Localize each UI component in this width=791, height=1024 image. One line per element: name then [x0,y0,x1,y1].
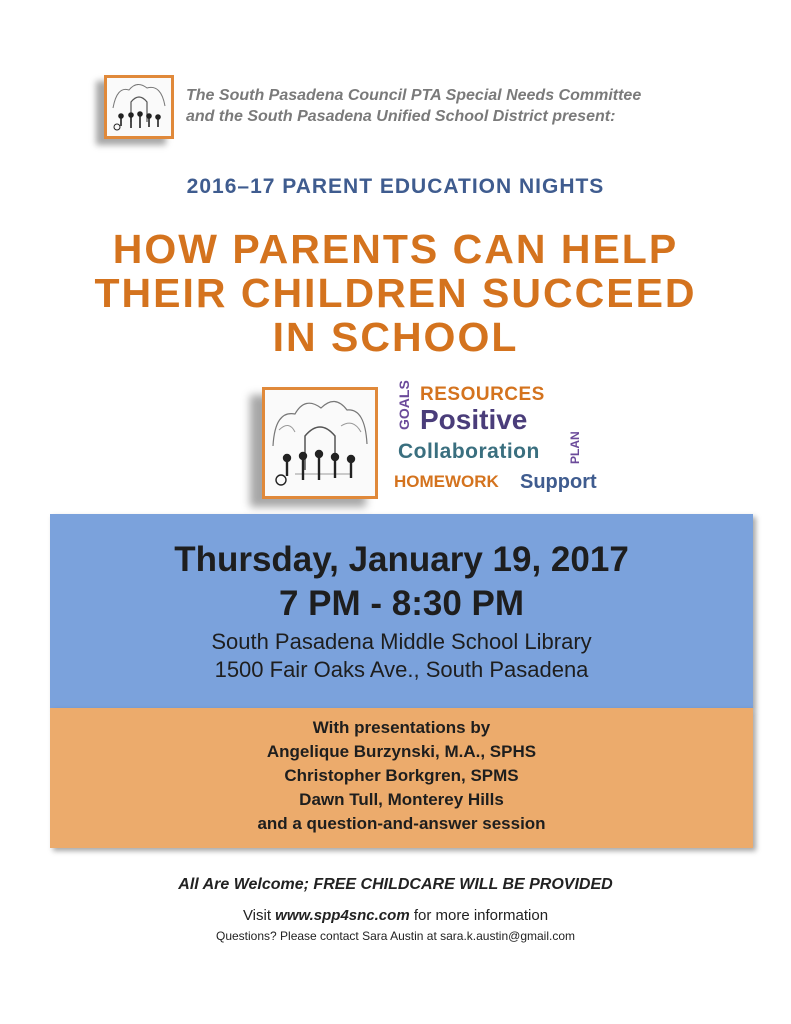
presenters-line-2: and the South Pasadena Unified School District present: [186,108,616,125]
presentations-box [50,708,753,848]
word-goals: GOALS [396,380,412,430]
family-sketch-icon [265,390,375,496]
website-link[interactable]: www.spp4snc.com [275,907,410,924]
welcome-text: All Are Welcome; FREE CHILDCARE WILL BE PROVIDED [178,876,613,893]
presentations-closing: and a question-and-answer session [257,814,546,833]
word-positive: Positive [420,404,528,435]
visit-suffix: for more information [409,907,549,924]
contact-text: Questions? Please contact Sara Austin at sara.k.austin@gmail.com [215,929,576,943]
series-title: 2016–17 PARENT EDUCATION NIGHTS [186,175,605,198]
speaker-2: Christopher Borkgren, SPMS [284,766,519,785]
presenters-line-1: The South Pasadena Council PTA Special Needs Committee [186,87,642,104]
speaker-3: Dawn Tull, Monterey Hills [299,790,504,809]
word-plan: PLAN [568,431,582,464]
event-location-line-2: 1500 Fair Oaks Ave., South Pasadena [214,657,589,682]
family-sketch-icon [107,78,171,136]
event-date: Thursday, January 19, 2017 [174,540,629,579]
headline [0,227,791,359]
word-resources: RESOURCES [420,384,545,405]
word-support: Support [520,471,597,493]
event-location-line-1: South Pasadena Middle School Library [211,629,592,654]
presenters-text [186,85,641,127]
speaker-1: Angelique Burzynski, M.A., SPHS [266,742,537,761]
visit-line [0,907,791,924]
event-details-box [50,514,753,708]
logo-small [104,75,174,139]
logo-large [262,387,378,499]
word-homework: HOMEWORK [394,472,499,491]
word-cloud [390,380,630,500]
presentations-intro: With presentations by [312,718,491,737]
headline-line-3: IN SCHOOL [272,314,519,360]
headline-line-1: HOW PARENTS CAN HELP [112,226,679,272]
visit-prefix: Visit [242,907,276,924]
headline-line-2: THEIR CHILDREN SUCCEED [94,270,697,316]
event-time: 7 PM - 8:30 PM [278,584,525,623]
word-collaboration: Collaboration [398,440,540,463]
